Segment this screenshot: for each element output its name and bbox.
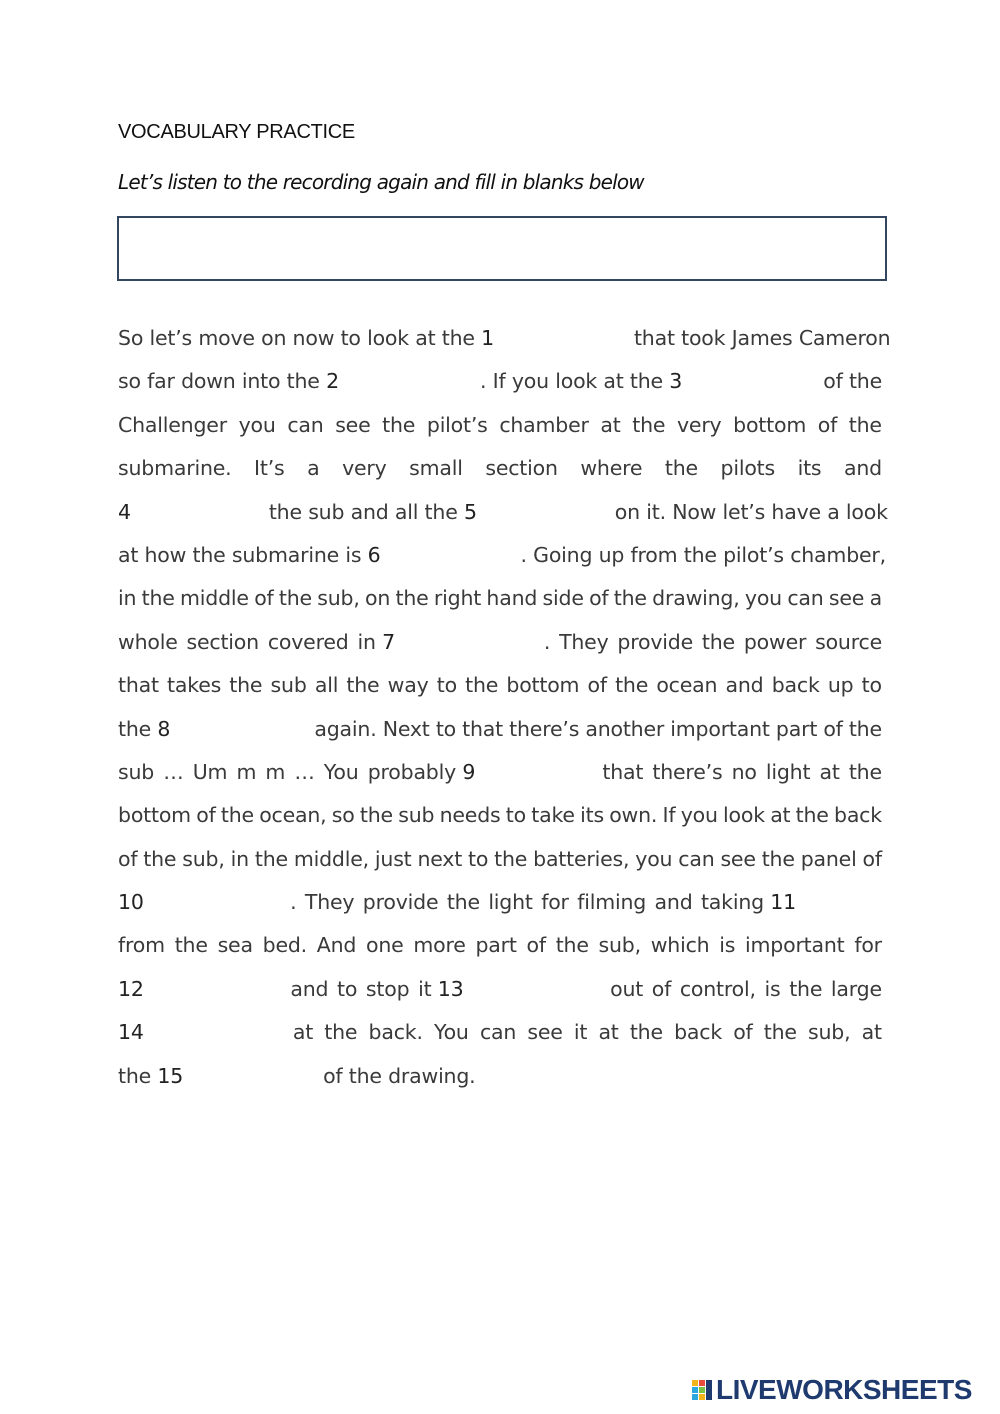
word: own. [609, 803, 658, 828]
word: part [775, 716, 818, 741]
word: just [374, 846, 412, 871]
word: to [337, 976, 358, 1001]
blank-number: 12 [118, 976, 144, 1001]
blank-input-12[interactable] [144, 976, 282, 1004]
word: that [462, 716, 503, 741]
word: you [680, 803, 718, 828]
word: to [505, 803, 526, 828]
word: sub [118, 759, 155, 784]
word: of [651, 976, 672, 1001]
word: its [580, 803, 604, 828]
word: on [365, 586, 391, 611]
word: of [118, 846, 138, 871]
blank-number: 6 [367, 542, 381, 567]
word: to [435, 716, 456, 741]
passage-line [118, 968, 882, 1011]
word: Challenger [118, 412, 227, 437]
word: is [764, 976, 781, 1001]
word: the [789, 976, 823, 1001]
text-span: so far down into the [118, 369, 320, 394]
word: look [723, 803, 765, 828]
word: sub [398, 803, 435, 828]
word: next [417, 846, 463, 871]
blank-input-2[interactable] [339, 368, 477, 396]
word: hand [486, 586, 538, 611]
word: the [494, 846, 528, 871]
word: can [479, 1020, 517, 1045]
blank-number: 7 [382, 629, 395, 654]
word: one [366, 933, 404, 958]
blank-input-6[interactable] [381, 542, 521, 570]
word: probably [367, 759, 457, 784]
word: the [395, 586, 429, 611]
word: there’s [509, 716, 580, 741]
text-span: on it. Now let’s have a look [614, 499, 888, 524]
word: that [118, 673, 159, 698]
blank-input-4[interactable] [131, 499, 269, 527]
word: the [174, 933, 208, 958]
word: take [531, 803, 575, 828]
word: to [861, 673, 882, 698]
word: you [635, 846, 673, 871]
word: drawing, [652, 586, 740, 611]
word: . [543, 629, 551, 654]
word: power [743, 629, 807, 654]
word: so [331, 803, 355, 828]
word: there’s [652, 759, 723, 784]
word: of [589, 586, 609, 611]
word: the [229, 673, 263, 698]
logo-blocks-icon [692, 1378, 714, 1402]
word: They [559, 629, 609, 654]
blank-input-5[interactable] [477, 499, 615, 527]
word: out [610, 976, 644, 1001]
word: is [719, 933, 736, 958]
passage-line [118, 664, 882, 707]
word: sub, [182, 846, 225, 871]
word: batteries, [533, 846, 630, 871]
passage-line [118, 491, 888, 534]
blank-input-9[interactable] [475, 759, 593, 787]
word: at [598, 1020, 619, 1045]
word: a [307, 456, 320, 481]
text-span: the [118, 716, 152, 741]
blank-input-14[interactable] [144, 1019, 282, 1047]
word: m [236, 759, 257, 784]
blank-input-15[interactable] [183, 1063, 323, 1091]
word: panel [800, 846, 857, 871]
passage-line [118, 1055, 882, 1098]
passage-line [118, 881, 882, 924]
word: control, [679, 976, 756, 1001]
word: the [465, 673, 499, 698]
word: sub [270, 673, 307, 698]
word: part [475, 933, 517, 958]
blank-input-7[interactable] [395, 629, 535, 657]
word: bed. [262, 933, 307, 958]
word: at [600, 412, 621, 437]
word: at [770, 803, 791, 828]
blank-number: 13 [437, 976, 464, 1001]
word: takes [167, 673, 222, 698]
blank-number: 14 [118, 1020, 144, 1045]
blank-number: 10 [118, 890, 144, 915]
passage-line [118, 838, 882, 881]
word: see [527, 1020, 563, 1045]
text-span: of the [823, 369, 882, 394]
word: large [830, 976, 882, 1001]
passage-line [118, 708, 882, 751]
blank-input-3[interactable] [682, 368, 820, 396]
word: right [433, 586, 482, 611]
word: and [654, 890, 693, 915]
word: the [629, 1020, 663, 1045]
word: provide [362, 890, 439, 915]
word: of [817, 412, 838, 437]
word: light [488, 890, 533, 915]
blank-input-8[interactable] [170, 716, 308, 744]
blank-input-13[interactable] [463, 976, 601, 1004]
word: no [731, 759, 757, 784]
word: the [848, 716, 882, 741]
word: where [580, 456, 643, 481]
word: up [827, 673, 854, 698]
word: taking [700, 890, 764, 915]
word: middle, [293, 846, 369, 871]
word: can [287, 412, 324, 437]
word: for [854, 933, 882, 958]
blank-number: 3 [669, 369, 683, 394]
word: very [342, 456, 387, 481]
blank-number: 8 [157, 716, 171, 741]
word: in [118, 586, 137, 611]
word: at [819, 759, 840, 784]
word: … [163, 759, 184, 784]
word: the [324, 1020, 358, 1045]
word: of [733, 1020, 753, 1045]
word: whole [118, 629, 178, 654]
word: you [238, 412, 276, 437]
passage-line [118, 1011, 882, 1054]
word: back [771, 673, 820, 698]
word: the [632, 412, 666, 437]
word: for [541, 890, 569, 915]
text-span: the sub and all the [268, 499, 458, 524]
word: … [294, 759, 315, 784]
word: which [650, 933, 710, 958]
word: They [304, 890, 355, 915]
word: covered [267, 629, 349, 654]
word: bottom [733, 412, 807, 437]
word: the [359, 803, 393, 828]
word: and [725, 673, 764, 698]
word: can [787, 586, 824, 611]
word: the [664, 456, 698, 481]
passage-line [118, 924, 882, 967]
word: filming [577, 890, 647, 915]
blank-input-1[interactable] [494, 325, 634, 353]
word: that [602, 759, 644, 784]
word: the [848, 759, 882, 784]
word: the [761, 846, 795, 871]
word: and [290, 976, 329, 1001]
passage-line [118, 317, 891, 360]
word: You [433, 1020, 469, 1045]
word: the [143, 846, 177, 871]
word: sub, [598, 933, 641, 958]
word: back. [368, 1020, 423, 1045]
word: If [662, 803, 676, 828]
word: another [585, 716, 665, 741]
word: the [141, 586, 175, 611]
word: side [542, 586, 584, 611]
word: back [834, 803, 882, 828]
word: more [413, 933, 466, 958]
word: It’s [254, 456, 285, 481]
liveworksheets-logo[interactable] [692, 1374, 972, 1406]
word: important [670, 716, 770, 741]
word-bank-box[interactable] [117, 216, 887, 281]
word: way [387, 673, 429, 698]
blank-number: 4 [118, 499, 131, 524]
word: the [446, 890, 480, 915]
word: can [678, 846, 715, 871]
text-span: . If you look at the [480, 369, 663, 394]
word: of [196, 803, 216, 828]
word: bottom [118, 803, 191, 828]
word: pilots [720, 456, 775, 481]
word: again. [314, 716, 377, 741]
word: Next [382, 716, 430, 741]
text-span: the [118, 1063, 152, 1088]
word: the [220, 803, 254, 828]
word: sub, [808, 1020, 851, 1045]
word: section [485, 456, 558, 481]
word: see [828, 586, 865, 611]
text-span: of the drawing. [323, 1063, 476, 1088]
word: to [468, 846, 489, 871]
passage-line [118, 534, 886, 577]
blank-number: 2 [326, 369, 339, 394]
text-span: that took James Cameron [633, 326, 891, 350]
word: the [254, 846, 288, 871]
word: the [795, 803, 829, 828]
word: the [555, 933, 589, 958]
blank-number: 1 [481, 326, 494, 350]
word: needs [439, 803, 501, 828]
blank-number: 11 [770, 890, 796, 915]
word: the [382, 412, 416, 437]
word: sub, [317, 586, 360, 611]
blank-number: 5 [463, 499, 477, 524]
word: of [526, 933, 546, 958]
word: at [292, 1020, 314, 1045]
word: of [862, 846, 882, 871]
word: light [765, 759, 811, 784]
word: very [676, 412, 722, 437]
word: of [254, 586, 274, 611]
text-span: So let’s move on now to look at the [118, 326, 475, 350]
word: important [745, 933, 845, 958]
word: source [815, 629, 882, 654]
word: . [290, 890, 297, 915]
passage [118, 317, 891, 1098]
word: to [436, 673, 457, 698]
word: submarine. [118, 456, 232, 481]
word: back [674, 1020, 723, 1045]
word: section [186, 629, 259, 654]
passage-line [118, 577, 882, 620]
word: the [346, 673, 380, 698]
page-heading: VOCABULARY PRACTICE [118, 121, 355, 143]
text-span: . Going up from the pilot’s chamber, [520, 542, 886, 567]
blank-input-10[interactable] [144, 889, 282, 917]
word: it [573, 1020, 588, 1045]
word: small [409, 456, 463, 481]
passage-line [118, 447, 882, 490]
instruction-text: Let’s listen to the recording again and fill in blanks below [118, 170, 644, 194]
word: stop [365, 976, 410, 1001]
word: and [843, 456, 882, 481]
passage-line [118, 794, 882, 837]
word: m [265, 759, 286, 784]
word: the [701, 629, 735, 654]
word: in [230, 846, 249, 871]
word: it [418, 976, 432, 1001]
blank-input-11[interactable] [796, 889, 882, 917]
word: of [823, 716, 843, 741]
word: see [335, 412, 371, 437]
text-span: at how the submarine is [118, 542, 362, 567]
word: the [848, 412, 882, 437]
word: the [613, 586, 647, 611]
blank-number: 9 [462, 759, 476, 784]
word: the [615, 673, 649, 698]
word: Um [192, 759, 228, 784]
word: And [316, 933, 357, 958]
logo-text: LIVEWORKSHEETS [716, 1374, 972, 1405]
passage-line [118, 751, 882, 794]
blank-number: 15 [157, 1063, 184, 1088]
word: provide [617, 629, 694, 654]
passage-line [118, 621, 882, 664]
word: its [797, 456, 822, 481]
word: the [763, 1020, 797, 1045]
word: middle [180, 586, 249, 611]
word: ocean [656, 673, 718, 698]
word: sea [217, 933, 253, 958]
word: a [869, 586, 882, 611]
word: the [278, 586, 312, 611]
word: chamber [499, 412, 589, 437]
word: pilot’s [426, 412, 488, 437]
word: ocean, [259, 803, 327, 828]
word: you [744, 586, 782, 611]
word: in [357, 629, 376, 654]
word: You [323, 759, 359, 784]
passage-line [118, 360, 882, 403]
word: all [314, 673, 339, 698]
word: bottom [506, 673, 580, 698]
word: at [861, 1020, 882, 1045]
word: of [587, 673, 607, 698]
word: from [118, 933, 165, 958]
passage-line [118, 404, 882, 447]
word: see [720, 846, 756, 871]
